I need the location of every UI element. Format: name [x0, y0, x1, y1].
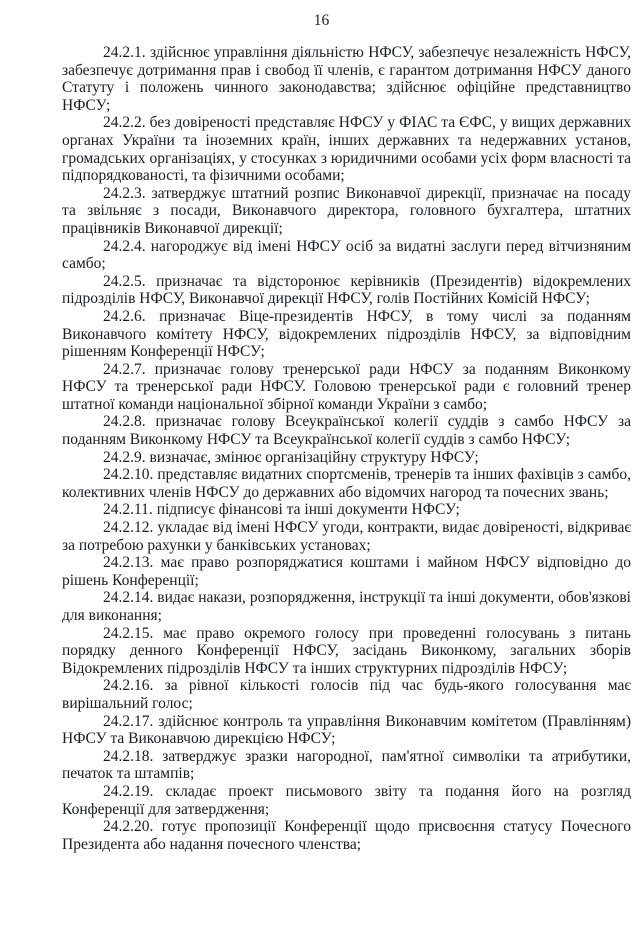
statute-clause [62, 114, 631, 184]
statute-clause [62, 361, 631, 414]
statute-clause [62, 273, 631, 308]
statute-clause [62, 466, 631, 501]
statute-clause [62, 818, 631, 853]
clause-text: здійснює управління діяльністю НФСУ, забезпечує незалежність НФСУ, забезпечує дотримання прав і свобод її членів, є гарантом дотримання НФСУ даного Статуту і положень чинного законодавства; здійснює офіційне представництво НФСУ; [62, 44, 631, 114]
statute-clause [62, 554, 631, 589]
statute-clause [62, 713, 631, 748]
clause-number: 24.2.18. [103, 747, 154, 765]
clause-number: 24.2.11. [103, 501, 153, 519]
clause-text: призначає голову Всеукраїнської колегії суддів з самбо НФСУ за поданням Виконкому НФСУ та Всеукраїнської колегії суддів з самбо НФСУ; [62, 413, 631, 449]
statute-clause [62, 748, 631, 783]
clause-number: 24.2.9. [103, 448, 146, 466]
clause-text: готує пропозиції Конференції щодо присвоєння статусу Почесного Президента або надання почесного членства; [62, 818, 632, 853]
clause-number: 24.2.7. [103, 360, 146, 378]
clause-text: підписує фінансові та інші документи НФСУ; [156, 501, 460, 519]
statute-clause [62, 413, 631, 448]
clause-number: 24.2.3. [103, 184, 146, 202]
clause-number: 24.2.16. [103, 677, 154, 695]
statute-clause [62, 625, 631, 678]
clause-number: 24.2.2. [103, 114, 146, 132]
clause-text: має право окремого голосу при проведенні голосувань з питань порядку денного Конференції НФСУ, засідань Виконкому, загальних зборів Відокремлених підрозділів НФСУ та інших структурних підрозділів НФСУ; [62, 624, 631, 677]
clause-text: за рівної кількості голосів під час будь-якого голосування має вирішальний голос; [62, 677, 632, 712]
statute-clause [62, 238, 631, 273]
clause-number: 24.2.20. [103, 818, 154, 836]
statute-clause [62, 501, 631, 519]
clause-text: здійснює контроль та управління Виконавчим комітетом (Правлінням) НФСУ та Виконавчою дирекцією НФСУ; [62, 712, 631, 748]
clause-number: 24.2.14. [103, 589, 154, 607]
clause-text: укладає від імені НФСУ угоди, контракти, видає довіреності, відкриває за потребою рахунки у банківських установах; [62, 519, 631, 554]
clause-number: 24.2.4. [103, 237, 146, 255]
statute-clause [62, 519, 631, 554]
clause-number: 24.2.19. [103, 782, 154, 800]
page-number: 16 [313, 12, 330, 29]
clause-number: 24.2.8. [103, 413, 146, 431]
clause-number: 24.2.13. [103, 554, 154, 572]
clause-text: має право розпоряджатися коштами і майном НФСУ відповідно до рішень Конференції; [62, 554, 631, 589]
clause-number: 24.2.17. [103, 712, 154, 730]
clause-text: представляє видатних спортсменів, тренерів та інших фахівців з самбо, колективних членів НФСУ до державних або відомчих нагород та почесних звань; [62, 466, 632, 501]
clause-number: 24.2.10. [103, 466, 154, 484]
clause-number: 24.2.5. [103, 272, 146, 290]
clause-text: видає накази, розпорядження, інструкції та інші документи, обов'язкові для виконання; [62, 589, 631, 624]
clause-text: нагороджує від імені НФСУ осіб за видатні заслуги перед вітчизняним самбо; [62, 237, 632, 273]
clause-text: призначає голову тренерської ради НФСУ за поданням Виконкому НФСУ та тренерської ради НФСУ. Головою тренерської ради є головний тренер штатної команди національної збірної команди України з самбо; [62, 360, 631, 413]
statute-clause [62, 185, 631, 238]
clause-text: затверджує зразки нагородної, пам'ятної символіки та атрибутики, печаток та штампів; [62, 747, 632, 783]
clause-text: затверджує штатний розпис Виконавчої дирекції, призначає на посаду та звільняє з посади, Виконавчого директора, головного бухгалтера, штатних працівників Виконавчої дирекції; [62, 184, 631, 237]
statute-clause [62, 449, 631, 467]
clause-text: складає проект письмового звіту та подання його на розгляд Конференції для затвердження; [62, 782, 632, 818]
statute-clause [62, 308, 631, 361]
clause-number: 24.2.15. [103, 624, 154, 642]
clause-text: призначає та відсторонює керівників (Президентів) відокремлених підрозділів НФСУ, Виконавчої дирекції НФСУ, голів Постійних Комісій НФСУ; [62, 272, 631, 308]
statute-clause [62, 783, 631, 818]
statute-clause [62, 589, 631, 624]
clause-text: призначає Віце-президентів НФСУ, в тому числі за поданням Виконавчого комітету НФСУ, відокремлених підрозділів НФСУ, за відповідним рішенням Конференції НФСУ; [62, 307, 631, 361]
clause-number: 24.2.1. [103, 44, 146, 61]
clause-number: 24.2.12. [103, 519, 154, 537]
clause-number: 24.2.6. [103, 307, 146, 325]
statute-clauses-section [62, 44, 631, 853]
statute-clause [62, 44, 631, 114]
clause-text: визначає, змінює організаційну структуру НФСУ; [149, 448, 479, 466]
clause-text: без довіреності представляє НФСУ у ФІАС та ЄФС, у вищих державних органах України та іноземних країн, інших державних та недержавних установ, громадських організаціях, у стосунках з юридичними особами усіх форм власності та підпорядкованості, та фізичними особами; [62, 114, 631, 185]
statute-clause [62, 677, 631, 712]
